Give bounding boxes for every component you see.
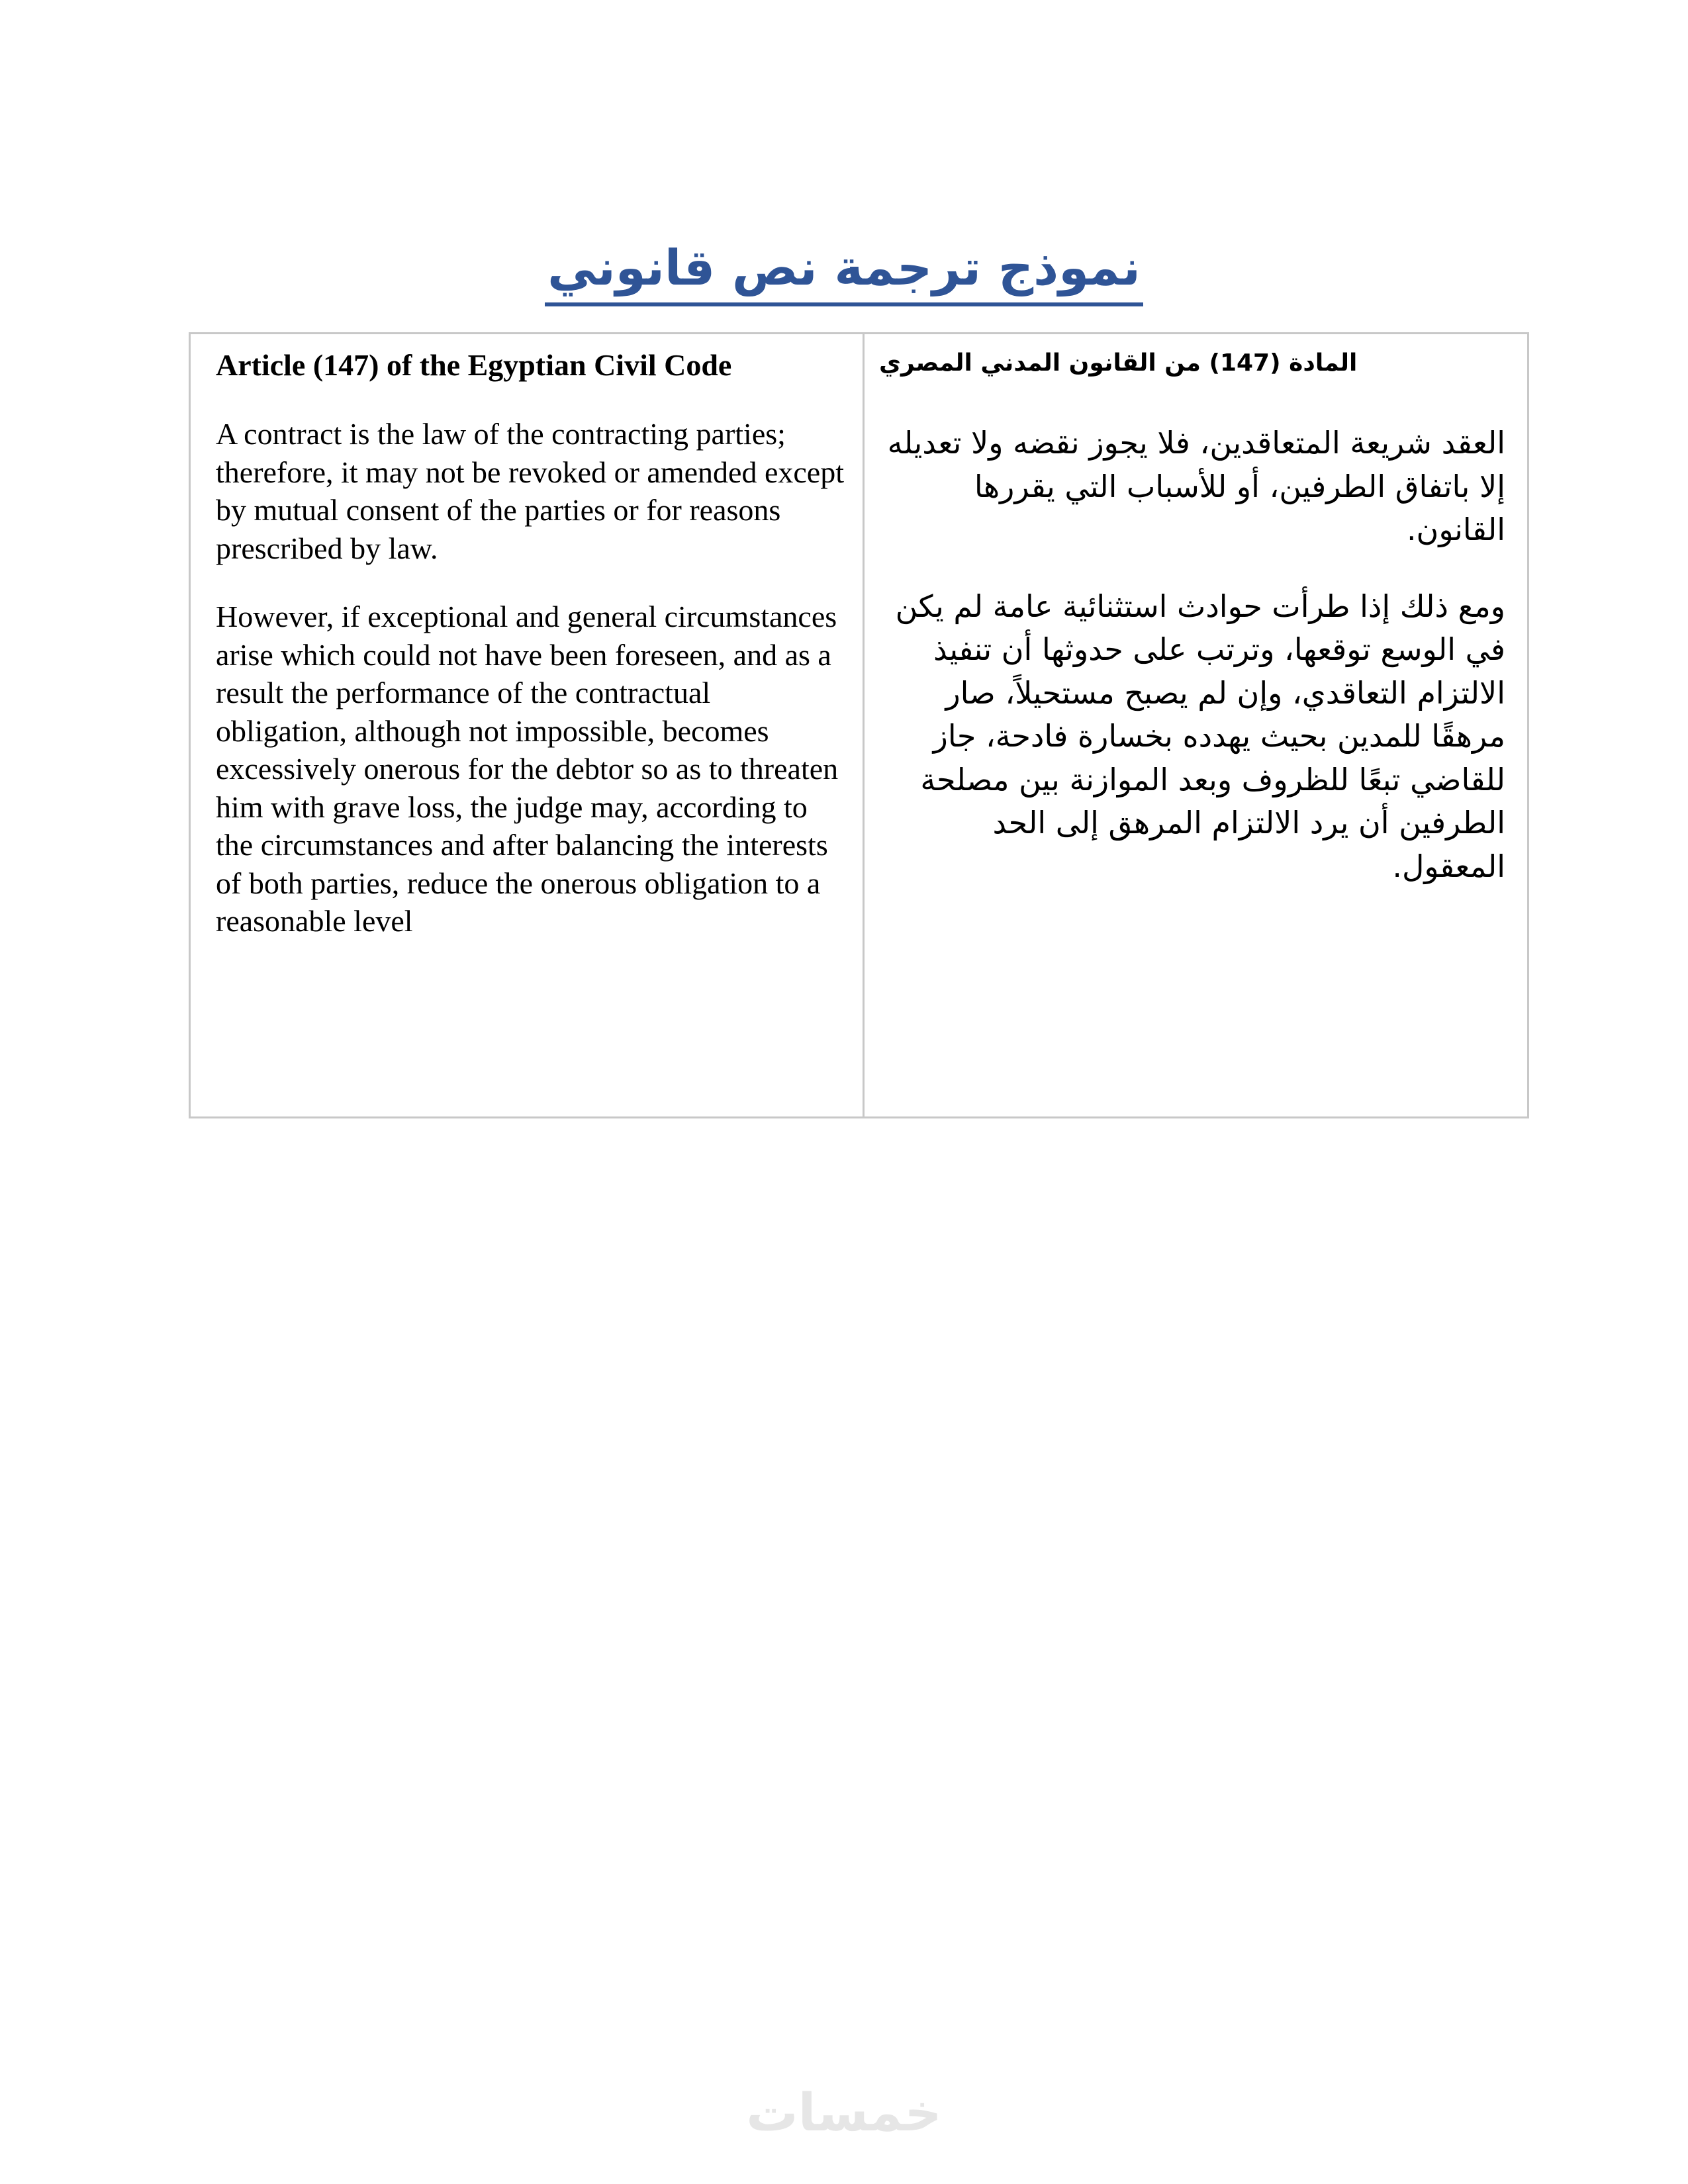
arabic-heading-wrapper (878, 345, 1505, 382)
translation-table (189, 332, 1529, 1118)
arabic-column-content (865, 334, 1527, 888)
english-column-cell (190, 334, 864, 1118)
english-column-content (191, 334, 863, 940)
english-article-heading: Article (147) of the Egyptian Civil Code (216, 348, 732, 382)
watermark-logo: خمسات (746, 2083, 942, 2143)
arabic-paragraph-1: العقد شريعة المتعاقدين، فلا يجوز نقضه ولا تعديله إلا باتفاق الطرفين، أو للأسباب التي يقررها القانون. (887, 425, 1505, 547)
arabic-paragraph-2: ومع ذلك إذا طرأت حوادث استثنائية عامة لم يكن في الوسع توقعها، وترتب على حدوثها أن تنفيذ الالتزام التعاقدي، وإن لم يصبح مستحيلاً، صار مرهقًا للمدين بحيث يهدده بخسارة فادحة، جاز للقاضي تبعًا للظروف وبعد الموازنة بين مصلحة الطرفين أن يرد الالتزام المرهق إلى الحد المعقول. (895, 588, 1505, 884)
page-title (0, 235, 1688, 306)
page-title-text: نموذج ترجمة نص قانوني (545, 235, 1143, 306)
table-row (190, 334, 1528, 1118)
english-paragraph-2: However, if exceptional and general circumstances arise which could not have been foreseen, and as a result the performance of the contractual obligation, although not impossible, becomes excessively onerous for the debtor so as to threaten him with grave loss, the judge may, according to the circumstances and after balancing the interests of both parties, reduce the onerous obligation to a reasonable level (216, 600, 839, 938)
english-paragraph-1: A contract is the law of the contracting parties; therefore, it may not be revoked or amended except by mutual consent of the parties or for reasons prescribed by law. (216, 417, 844, 565)
arabic-column-cell (864, 334, 1528, 1118)
arabic-article-heading: المادة (147) من القانون المدني المصري (879, 349, 1358, 377)
